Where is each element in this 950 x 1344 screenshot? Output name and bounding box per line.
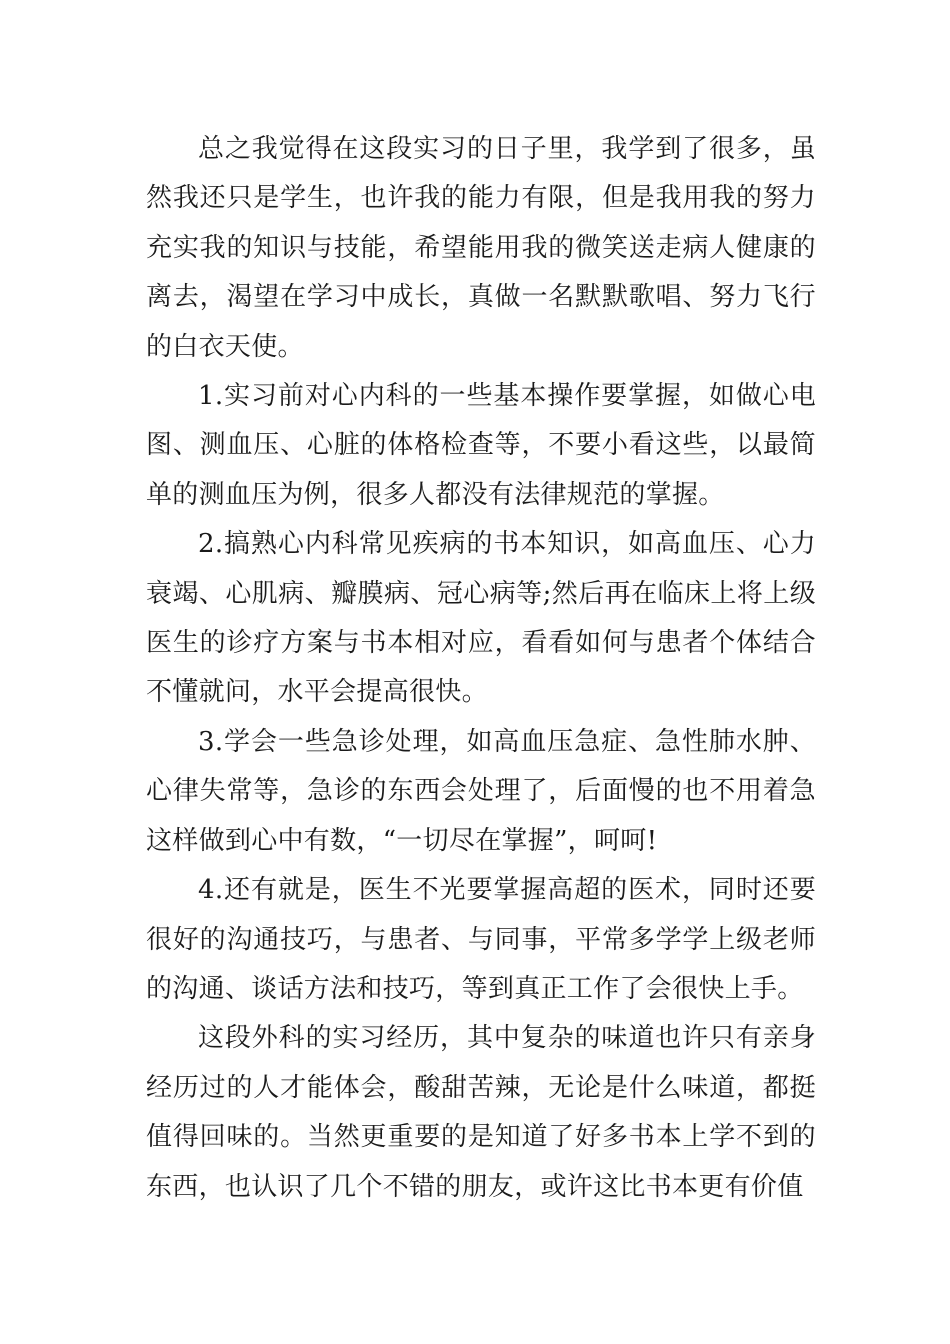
paragraph-reflection: 这段外科的实习经历，其中复杂的味道也许只有亲身经历过的人才能体会，酸甜苦辣，无论是什么味道，都挺值得回味的。当然更重要的是知道了好多书本上学不到的东西，也认识了几个不错的朋友，或许这比书本更有价值 <box>146 1023 816 1202</box>
paragraph-tip-4: 4.还有就是，医生不光要掌握高超的医术，同时还要很好的沟通技巧，与患者、与同事，平常多学学上级老师的沟通、谈话方法和技巧，等到真正工作了会很快上手。 <box>146 875 816 1004</box>
paragraph-tip-1: 1.实习前对心内科的一些基本操作要掌握，如做心电图、测血压、心脏的体格检查等，不要小看这些，以最简单的测血压为例，很多人都没有法律规范的掌握。 <box>146 381 816 510</box>
paragraph-summary: 总之我觉得在这段实习的日子里，我学到了很多，虽然我还只是学生，也许我的能力有限，但是我用我的努力充实我的知识与技能，希望能用我的微笑送走病人健康的离去，渴望在学习中成长，真做一名默默歌唱、努力飞行的白衣天使。 <box>146 134 816 362</box>
paragraph-tip-2: 2.搞熟心内科常见疾病的书本知识，如高血压、心力衰竭、心肌病、瓣膜病、冠心病等;然后再在临床上将上级医生的诊疗方案与书本相对应，看看如何与患者个体结合不懂就问，水平会提高很快。 <box>146 529 816 708</box>
paragraph-tip-3: 3.学会一些急诊处理，如高血压急症、急性肺水肿、心律失常等，急诊的东西会处理了，后面慢的也不用着急这样做到心中有数，“一切尽在掌握”，呵呵! <box>146 726 816 856</box>
document-body <box>146 125 816 1212</box>
